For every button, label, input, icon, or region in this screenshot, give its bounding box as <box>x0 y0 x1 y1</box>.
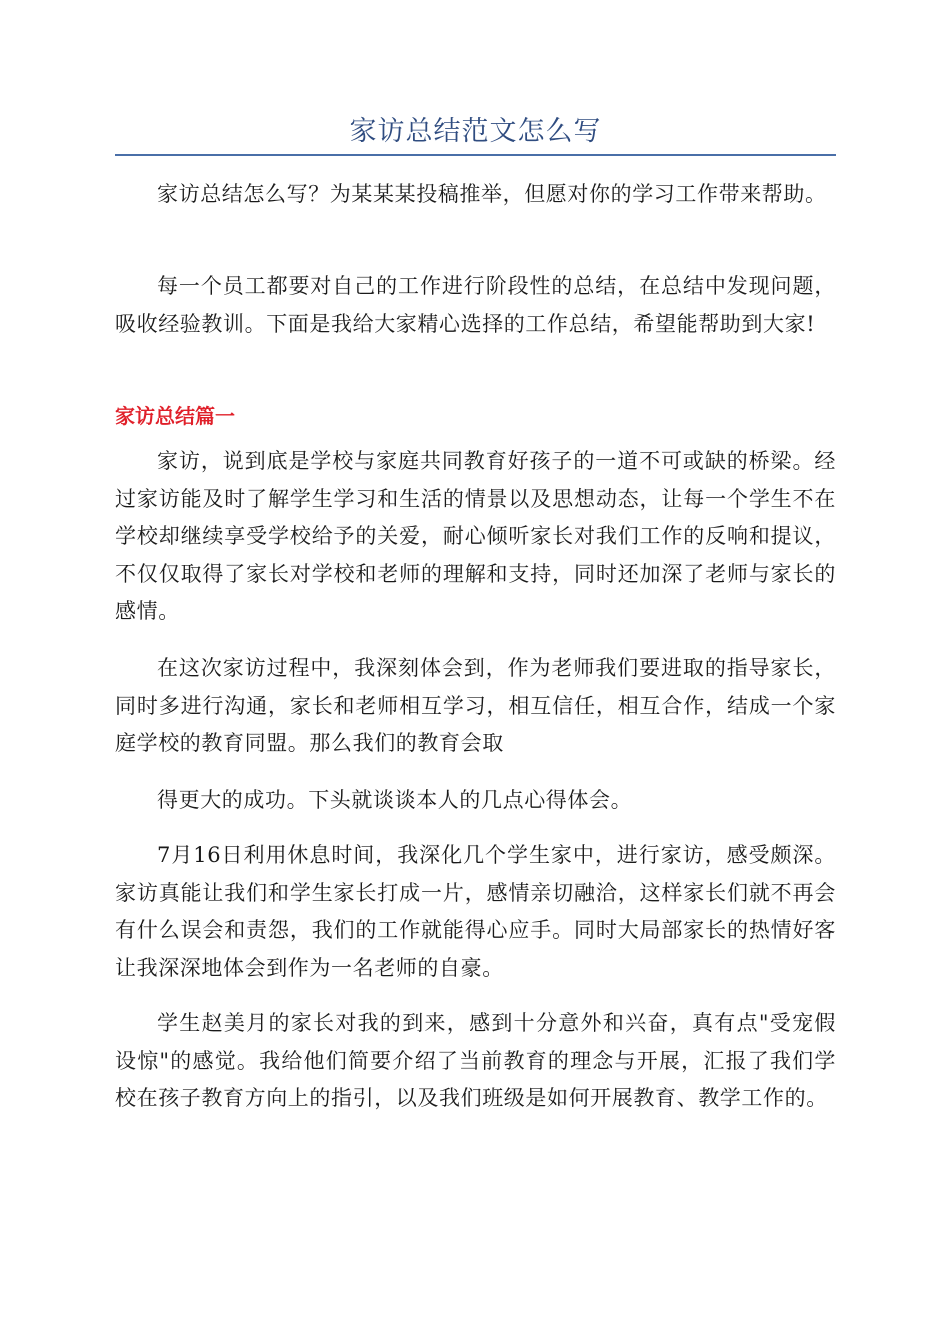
body-paragraph-2: 在这次家访过程中，我深刻体会到，作为老师我们要进取的指导家长，同时多进行沟通，家长和老师相互学习，相互信任，相互合作，结成一个家庭学校的教育同盟。那么我们的教育会取 <box>115 656 836 755</box>
body-paragraph-1: 家访，说到底是学校与家庭共同教育好孩子的一道不可或缺的桥梁。经过家访能及时了解学生学习和生活的情景以及思想动态，让每一个学生不在学校却继续享受学校给予的关爱，耐心倾听家长对我们工作的反响和提议，不仅仅取得了家长对学校和老师的理解和支持，同时还加深了老师与家长的感情。 <box>115 449 836 623</box>
section-heading: 家访总结篇一 <box>115 404 235 428</box>
body-paragraph-3: 得更大的成功。下头就谈谈本人的几点心得体会。 <box>157 788 633 812</box>
document-title: 家访总结范文怎么写 <box>349 116 602 147</box>
intro-paragraph-1: 家访总结怎么写？为某某某投稿推举，但愿对你的学习工作带来帮助。 <box>157 182 827 206</box>
intro-paragraph-2: 每一个员工都要对自己的工作进行阶段性的总结，在总结中发现问题，吸收经验教训。下面是我给大家精心选择的工作总结，希望能帮助到大家! <box>115 274 836 336</box>
title-block <box>115 112 836 156</box>
body-paragraph-4: 7月16日利用休息时间，我深化几个学生家中，进行家访，感受颇深。家访真能让我们和学生家长打成一片，感情亲切融洽，这样家长们就不再会有什么误会和责怨，我们的工作就能得心应手。同时大局部家长的热情好客让我深深地体会到作为一名老师的自豪。 <box>115 843 836 980</box>
title-underline <box>115 154 836 156</box>
body-paragraph-5: 学生赵美月的家长对我的到来，感到十分意外和兴奋，真有点"受宠假设惊"的感觉。我给他们简要介绍了当前教育的理念与开展，汇报了我们学校在孩子教育方向上的指引，以及我们班级是如何开展教育、教学工作的。 <box>115 1011 836 1110</box>
